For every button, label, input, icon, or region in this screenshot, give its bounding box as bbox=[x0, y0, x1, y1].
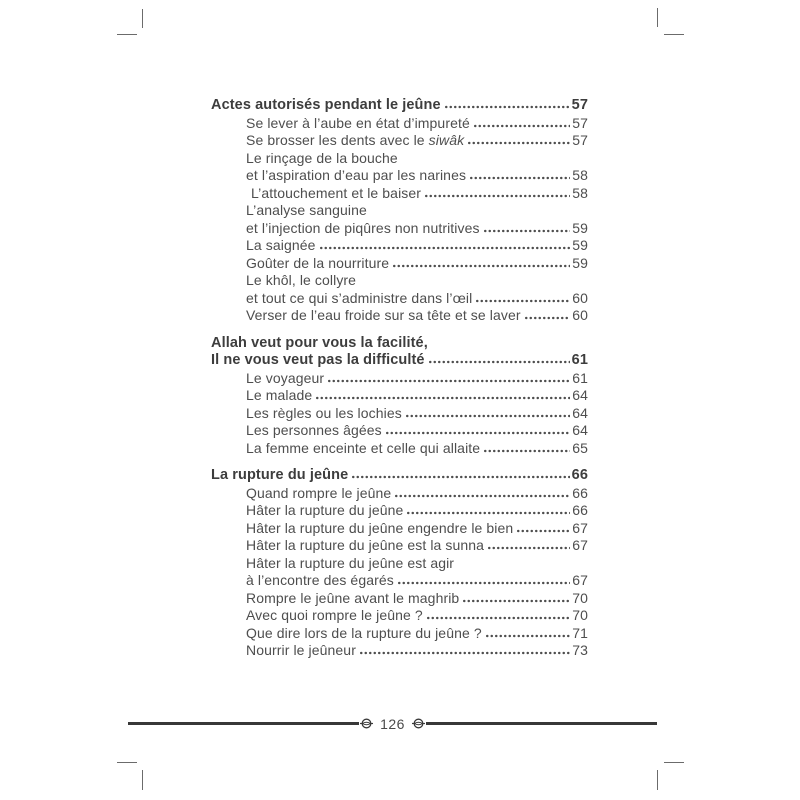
toc-entry-row bbox=[211, 387, 588, 405]
footer-rule-left bbox=[128, 722, 359, 725]
toc-entry-page: 57 bbox=[571, 97, 588, 113]
toc-entry-row bbox=[211, 185, 588, 203]
dot-leader bbox=[444, 105, 570, 109]
toc-entry-page: 64 bbox=[572, 404, 588, 421]
toc-entry-label: Actes autorisés pendant le jeûne bbox=[211, 97, 441, 113]
dot-leader bbox=[392, 264, 570, 268]
toc-entry-label: Se lever à l’aube en état d’impureté bbox=[246, 114, 470, 131]
dot-leader bbox=[516, 529, 570, 533]
toc bbox=[211, 97, 588, 660]
toc-entry-label: Quand rompre le jeûne bbox=[246, 484, 392, 501]
toc-entry-label: et l’aspiration d’eau par les narines bbox=[246, 167, 467, 183]
toc-entry-row bbox=[211, 150, 588, 168]
crop-mark-top-right-vertical bbox=[657, 8, 658, 27]
toc-entry-row bbox=[211, 405, 588, 423]
dot-leader bbox=[327, 379, 570, 383]
toc-entry-page: 58 bbox=[572, 184, 588, 201]
toc-entry-label: L’analyse sanguine bbox=[246, 202, 367, 218]
dot-leader bbox=[483, 449, 570, 453]
toc-entry-page: 66 bbox=[572, 502, 588, 518]
toc-entry-label: Le malade bbox=[246, 387, 313, 403]
toc-section bbox=[211, 467, 588, 660]
toc-entry-label: à l’encontre des égarés bbox=[246, 572, 394, 588]
dot-leader bbox=[473, 124, 570, 128]
toc-entry-page: 64 bbox=[572, 422, 588, 438]
dot-leader bbox=[426, 616, 570, 620]
toc-entry-label: Nourrir le jeûneur bbox=[246, 642, 356, 658]
toc-entry-page: 61 bbox=[572, 369, 588, 386]
dot-leader bbox=[397, 581, 570, 585]
toc-entry-label: Il ne vous veut pas la difficulté bbox=[211, 352, 425, 368]
dot-leader bbox=[475, 299, 570, 303]
toc-entry-row bbox=[211, 467, 588, 485]
toc-entry-page: 57 bbox=[572, 132, 588, 148]
toc-entry-row bbox=[211, 607, 588, 625]
toc-entry-row bbox=[211, 440, 588, 458]
toc-entry-page: 60 bbox=[572, 289, 588, 306]
toc-entry-page: 60 bbox=[572, 307, 588, 323]
italic-term: siwâk bbox=[428, 132, 465, 148]
toc-entry-page: 64 bbox=[572, 387, 588, 403]
toc-section bbox=[211, 97, 588, 325]
footer-rule-right bbox=[426, 722, 657, 725]
toc-entry-row bbox=[211, 502, 588, 520]
toc-entry-row bbox=[211, 167, 588, 185]
toc-entry-page: 65 bbox=[572, 439, 588, 456]
dot-leader bbox=[469, 176, 570, 180]
rosette-ornament-icon bbox=[412, 717, 425, 730]
toc-entry-page: 67 bbox=[572, 572, 588, 588]
toc-entry-label: Verser de l’eau froide sur sa tête et se laver bbox=[246, 307, 521, 323]
toc-entry-row bbox=[211, 352, 588, 370]
toc-entry-row bbox=[211, 132, 588, 150]
toc-entry-label: Hâter la rupture du jeûne est agir bbox=[246, 554, 455, 571]
dot-leader bbox=[319, 246, 571, 250]
toc-entry-row bbox=[211, 520, 588, 538]
toc-entry-page: 66 bbox=[571, 467, 588, 483]
toc-entry-label: Le voyageur bbox=[246, 369, 325, 386]
toc-entry-page: 73 bbox=[572, 642, 588, 658]
toc-entry-row bbox=[211, 485, 588, 503]
dot-leader bbox=[428, 360, 570, 364]
toc-entry-label: Le khôl, le collyre bbox=[246, 272, 357, 288]
toc-entry-page: 57 bbox=[572, 114, 588, 131]
toc-entry-label: Le rinçage de la bouche bbox=[246, 149, 398, 166]
toc-entry-label: Rompre le jeûne avant le maghrib bbox=[246, 589, 460, 606]
crop-mark-bottom-right-vertical bbox=[657, 770, 658, 790]
dot-leader bbox=[359, 651, 570, 655]
dot-leader bbox=[467, 141, 570, 145]
toc-entry-row bbox=[211, 625, 588, 643]
toc-entry-label: Hâter la rupture du jeûne engendre le bien bbox=[246, 519, 514, 536]
toc-entry-label: Les règles ou les lochies bbox=[246, 404, 402, 421]
toc-entry-label: Les personnes âgées bbox=[246, 422, 382, 438]
toc-entry-label: et l’injection de piqûres non nutritives bbox=[246, 219, 480, 236]
toc-entry-page: 66 bbox=[572, 484, 588, 501]
dot-leader bbox=[483, 229, 571, 233]
toc-entry-row bbox=[211, 537, 588, 555]
toc-entry-row bbox=[211, 220, 588, 238]
crop-mark-bottom-left-horizontal bbox=[117, 762, 137, 763]
toc-entry-row bbox=[211, 642, 588, 660]
toc-entry-row bbox=[211, 237, 588, 255]
dot-leader bbox=[524, 316, 571, 320]
toc-entry-row bbox=[211, 590, 588, 608]
dot-leader bbox=[406, 511, 570, 515]
toc-entry-row bbox=[211, 370, 588, 388]
toc-entry-label: Allah veut pour vous la facilité, bbox=[211, 334, 428, 351]
toc-entry-row bbox=[211, 572, 588, 590]
toc-entry-label: Hâter la rupture du jeûne bbox=[246, 502, 404, 518]
dot-leader bbox=[485, 634, 570, 638]
toc-entry-row bbox=[211, 115, 588, 133]
toc-entry-row bbox=[211, 422, 588, 440]
toc-entry-page: 67 bbox=[572, 519, 588, 536]
toc-entry-page: 71 bbox=[572, 624, 588, 641]
toc-entry-page: 59 bbox=[572, 219, 588, 236]
toc-entry-row bbox=[211, 555, 588, 573]
dot-leader bbox=[487, 546, 570, 550]
toc-entry-row bbox=[211, 202, 588, 220]
toc-entry-page: 61 bbox=[571, 352, 588, 368]
toc-entry-label: Que dire lors de la rupture du jeûne ? bbox=[246, 624, 482, 641]
dot-leader bbox=[394, 494, 570, 498]
toc-entry-page: 67 bbox=[572, 537, 588, 553]
crop-mark-bottom-left-vertical bbox=[142, 770, 143, 790]
crop-mark-top-left-horizontal bbox=[117, 34, 137, 35]
dot-leader bbox=[462, 599, 570, 603]
toc-entry-label: et tout ce qui s’administre dans l’œil bbox=[246, 289, 473, 306]
toc-entry-label: Se brosser les dents avec le siwâk bbox=[246, 132, 465, 148]
toc-entry-page: 59 bbox=[572, 254, 588, 271]
toc-entry-row bbox=[211, 97, 588, 115]
toc-entry-row bbox=[211, 335, 588, 353]
toc-entry-label: La femme enceinte et celle qui allaite bbox=[246, 439, 481, 456]
toc-entry-label: L’attouchement et le baiser bbox=[251, 184, 422, 201]
page-footer bbox=[128, 714, 657, 733]
toc-entry-page: 58 bbox=[572, 167, 588, 183]
toc-entry-label: Goûter de la nourriture bbox=[246, 254, 390, 271]
dot-leader bbox=[424, 194, 570, 198]
dot-leader bbox=[351, 475, 569, 479]
page-number: 126 bbox=[380, 715, 405, 732]
toc-entry-label: Hâter la rupture du jeûne est la sunna bbox=[246, 537, 485, 553]
toc-entry-row bbox=[211, 255, 588, 273]
toc-entry-label: Avec quoi rompre le jeûne ? bbox=[246, 607, 423, 623]
toc-entry-label: La saignée bbox=[246, 237, 316, 253]
crop-mark-top-left-vertical bbox=[142, 9, 143, 28]
dot-leader bbox=[315, 396, 570, 400]
toc-entry-row bbox=[211, 307, 588, 325]
dot-leader bbox=[385, 431, 570, 435]
toc-entry-page: 59 bbox=[572, 237, 588, 253]
toc-entry-label: La rupture du jeûne bbox=[211, 467, 349, 483]
rosette-ornament-icon bbox=[360, 717, 373, 730]
toc-entry-page: 70 bbox=[572, 607, 588, 623]
toc-entry-row bbox=[211, 290, 588, 308]
toc-entry-row bbox=[211, 272, 588, 290]
toc-entry-page: 70 bbox=[572, 589, 588, 606]
toc-section bbox=[211, 335, 588, 458]
dot-leader bbox=[405, 414, 570, 418]
crop-mark-top-right-horizontal bbox=[664, 34, 684, 35]
crop-mark-bottom-right-horizontal bbox=[664, 762, 684, 763]
